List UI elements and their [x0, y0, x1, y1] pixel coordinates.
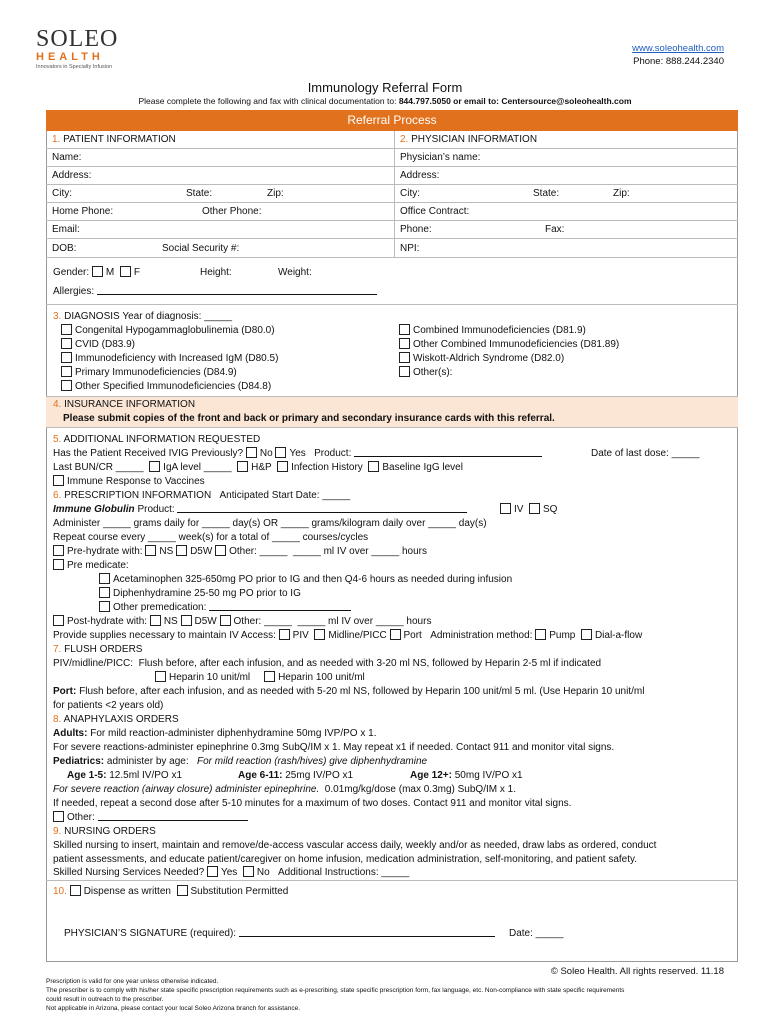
- checkbox[interactable]: [399, 352, 410, 363]
- substitution-label: Substitution Permitted: [190, 886, 289, 897]
- prescription-header: [53, 489, 350, 503]
- other-premed-checkbox[interactable]: [99, 601, 110, 612]
- checkbox[interactable]: [61, 380, 72, 391]
- diagnosis-header: [53, 310, 232, 324]
- dial-label: Dial-a-flow: [594, 630, 643, 641]
- flush-heading: FLUSH ORDERS: [64, 644, 143, 655]
- ivig-no-checkbox[interactable]: [246, 447, 257, 458]
- diagnosis-option[interactable]: [61, 380, 278, 394]
- heparin-row: [155, 671, 365, 685]
- d5w-label: D5W: [190, 546, 213, 557]
- adults-text: For mild reaction-administer diphenhydramine 50mg IVP/PO x 1.: [90, 728, 377, 739]
- diagnosis-heading: DIAGNOSIS: [64, 311, 120, 322]
- iv-label: IV: [514, 504, 524, 515]
- address-row: [46, 167, 738, 185]
- post-other-checkbox[interactable]: [220, 615, 231, 626]
- section-2-num: 2.: [400, 134, 409, 145]
- other-premed-row: [99, 601, 351, 615]
- heparin-10-label: Heparin 10 unit/ml: [169, 672, 251, 683]
- checkbox[interactable]: [399, 338, 410, 349]
- ns-label: NS: [159, 546, 174, 557]
- ig-label: Immune Globulin: [53, 504, 135, 515]
- diagnosis-label: Other(s):: [413, 367, 453, 378]
- baseline-checkbox[interactable]: [368, 461, 379, 472]
- anaphylaxis-other-input[interactable]: [98, 811, 248, 821]
- nursing-header: [53, 825, 156, 839]
- adults-label: Adults:: [53, 728, 88, 739]
- diphenhydramine-label: Diphenhydramine 25-50 mg PO prior to IG: [113, 588, 301, 599]
- substitution-checkbox[interactable]: [177, 885, 188, 896]
- diagnosis-option[interactable]: [61, 324, 278, 338]
- supplies-row: [53, 629, 642, 643]
- severe-reaction-text: For severe reactions-administer epinephrine 0.3mg SubQ/IM x 1. May repeat x1 if needed. Contact 911 and monitor vital signs.: [53, 742, 615, 753]
- diphenhydramine-row: [99, 587, 301, 601]
- form-title: Immunology Referral Form: [307, 80, 463, 95]
- bun-field[interactable]: Last BUN/CR _____: [53, 462, 144, 473]
- immune-checkbox[interactable]: [53, 475, 64, 486]
- hp-checkbox[interactable]: [237, 461, 248, 472]
- infection-checkbox[interactable]: [277, 461, 288, 472]
- patient-state-field[interactable]: State:: [186, 188, 213, 199]
- flush-piv-label: PIV/midline/PICC:: [53, 658, 134, 669]
- pediatrics-row: [53, 755, 427, 769]
- form-subtitle: [0, 96, 770, 106]
- divider: [46, 880, 738, 881]
- diagnosis-label: Wiskott-Aldrich Syndrome (D82.0): [413, 353, 565, 364]
- checkbox[interactable]: [399, 366, 410, 377]
- section-3-num: 3.: [53, 311, 62, 322]
- patient-zip-field[interactable]: Zip:: [267, 188, 284, 199]
- admin-method-label: Administration method:: [430, 630, 533, 641]
- gender-label: Gender:: [53, 267, 90, 278]
- footnote: Prescription is valid for one year unless otherwise indicated.: [46, 978, 219, 985]
- subtitle-prefix: Please complete the following and fax with clinical documentation to:: [138, 96, 397, 106]
- age-12-plus: [410, 769, 523, 783]
- sq-label: SQ: [543, 504, 558, 515]
- physician-name-field[interactable]: Physician’s name:: [400, 152, 481, 163]
- heparin-100-label: Heparin 100 unit/ml: [278, 672, 365, 683]
- midline-checkbox[interactable]: [314, 629, 325, 640]
- flush-piv-text: Flush before, after each infusion, and as needed with 3-20 ml NS, followed by Heparin 2-5 ml if indicated: [138, 658, 602, 669]
- checkbox[interactable]: [61, 338, 72, 349]
- iga-label: IgA level _____: [163, 462, 232, 473]
- infection-label: Infection History: [291, 462, 363, 473]
- age-6-11-dose: 25mg IV/PO x1: [285, 770, 354, 781]
- ivig-no-label: No: [259, 448, 273, 459]
- insurance-note: Please submit copies of the front and back or primary and secondary insurance cards with this referral.: [63, 413, 555, 424]
- footnote: could result in outreach to the prescriber.: [46, 996, 164, 1003]
- diagnosis-option[interactable]: [399, 324, 619, 338]
- iv-checkbox[interactable]: [500, 503, 511, 514]
- section-1-num: 1.: [52, 134, 61, 145]
- ivig-row: [53, 447, 542, 461]
- diagnosis-option[interactable]: [399, 352, 619, 366]
- baseline-label: Baseline IgG level: [382, 462, 463, 473]
- referral-process-banner: Referral Process: [46, 110, 738, 131]
- nursing-needed-label: Skilled Nursing Services Needed?: [53, 867, 205, 878]
- nursing-no-label: No: [256, 867, 270, 878]
- checkbox[interactable]: [399, 324, 410, 335]
- divider: [46, 304, 738, 305]
- ig-product-label: Product:: [137, 504, 175, 515]
- website-link[interactable]: www.soleohealth.com: [632, 43, 724, 54]
- dispense-row: [53, 885, 288, 899]
- ns-checkbox[interactable]: [145, 545, 156, 556]
- other-fluid-field[interactable]: Other: _____: [229, 546, 288, 557]
- copyright: © Soleo Health. All rights reserved. 11.18: [550, 966, 724, 977]
- anaphylaxis-other-checkbox[interactable]: [53, 811, 64, 822]
- severe-airway-text: For severe reaction (airway closure) administer epinephrine.: [53, 784, 320, 795]
- other-phone-field[interactable]: Other Phone:: [202, 206, 262, 217]
- allergies-input[interactable]: [97, 285, 377, 295]
- posthydrate-checkbox[interactable]: [53, 615, 64, 626]
- gender-row: [53, 266, 140, 280]
- allergies-label: Allergies:: [53, 286, 95, 297]
- weight-field[interactable]: Weight:: [278, 267, 312, 278]
- checkbox[interactable]: [61, 352, 72, 363]
- ig-product-row: [53, 503, 467, 517]
- other-checkbox[interactable]: [215, 545, 226, 556]
- repeat-dose-text: If needed, repeat a second dose after 5-10 minutes for a maximum of two doses. Contact 911 and monitor vital signs.: [53, 798, 572, 809]
- pediatrics-mild: For mild reaction (rash/hives) give diphenhydramine: [196, 756, 428, 767]
- diagnosis-label: CVID (D83.9): [75, 339, 136, 350]
- diagnosis-label: Immunodeficiency with Increased IgM (D80.5): [75, 353, 279, 364]
- last-dose-field[interactable]: Date of last dose: _____: [591, 448, 700, 459]
- footnote: The prescriber is to comply with his/her state specific prescription requirements such as e-prescribing, state specific prescription form, fax language, etc. Non-compliance with state specific requirements: [46, 987, 625, 994]
- phone-row: [46, 203, 738, 221]
- section-10-num: 10.: [53, 886, 67, 897]
- nursing-no-checkbox[interactable]: [243, 866, 254, 877]
- other-premed-input[interactable]: [209, 601, 351, 611]
- subtitle-contact: 844.797.5050 or email to: Centersource@soleohealth.com: [398, 96, 632, 106]
- anaphylaxis-heading: ANAPHYLAXIS ORDERS: [63, 714, 179, 725]
- additional-heading: ADDITIONAL INFORMATION REQUESTED: [63, 434, 261, 445]
- post-ns-label: NS: [163, 616, 178, 627]
- post-d5w-label: D5W: [194, 616, 217, 627]
- flush-port-row: [53, 685, 644, 699]
- d5w-checkbox[interactable]: [176, 545, 187, 556]
- diagnosis-option[interactable]: [399, 338, 619, 352]
- acetaminophen-row: [99, 573, 512, 587]
- dial-checkbox[interactable]: [581, 629, 592, 640]
- post-d5w-checkbox[interactable]: [181, 615, 192, 626]
- physician-info-heading: PHYSICIAN INFORMATION: [411, 134, 538, 145]
- name-row: [46, 149, 738, 167]
- allergies-row: [53, 285, 377, 299]
- prescription-heading: PRESCRIPTION INFORMATION: [64, 490, 212, 501]
- route-row: [500, 503, 557, 517]
- flush-port-text2: for patients <2 years old): [53, 700, 164, 711]
- email-field[interactable]: Email:: [52, 224, 80, 235]
- office-contract-field[interactable]: Office Contract:: [400, 206, 470, 217]
- repeat-line[interactable]: Repeat course every _____ week(s) for a total of _____ courses/cycles: [53, 532, 369, 543]
- premedicate-checkbox[interactable]: [53, 559, 64, 570]
- signature-date-field[interactable]: Date: _____: [509, 928, 564, 939]
- midline-label: Midline/PICC: [328, 630, 387, 641]
- premedicate-row: [53, 559, 129, 573]
- adults-row: [53, 727, 376, 741]
- insurance-heading: INSURANCE INFORMATION: [64, 399, 196, 410]
- patient-name-field[interactable]: Name:: [52, 152, 82, 163]
- ig-product-input[interactable]: [177, 503, 467, 513]
- diagnosis-option[interactable]: [61, 366, 278, 380]
- age-1-5: [67, 769, 182, 783]
- section-9-num: 9.: [53, 826, 62, 837]
- gender-m-checkbox[interactable]: [92, 266, 103, 277]
- age-12-plus-dose: 50mg IV/PO x1: [454, 770, 523, 781]
- contact-block: [632, 42, 724, 68]
- signature-input[interactable]: [239, 927, 495, 937]
- flush-header: [53, 643, 142, 657]
- anaphylaxis-other-label: Other:: [67, 812, 95, 823]
- gender-f-label: F: [133, 267, 140, 278]
- diagnosis-option[interactable]: [399, 366, 619, 380]
- physician-phone-field[interactable]: Phone:: [400, 224, 432, 235]
- pump-checkbox[interactable]: [535, 629, 546, 640]
- signature-label: PHYSICIAN’S SIGNATURE (required):: [64, 928, 237, 939]
- pediatrics-label: Pediatrics:: [53, 756, 105, 767]
- header-phone: Phone: 888.244.2340: [633, 56, 724, 67]
- diagnosis-option[interactable]: [61, 338, 278, 352]
- patient-info-heading: PATIENT INFORMATION: [63, 134, 176, 145]
- email-row: [46, 221, 738, 239]
- ivig-question: Has the Patient Received IVIG Previously?: [53, 448, 244, 459]
- pediatrics-text: administer by age:: [106, 756, 189, 767]
- diagnosis-label: Combined Immunodeficiencies (D81.9): [413, 325, 586, 336]
- dob-field[interactable]: DOB:: [52, 243, 77, 254]
- section-7-num: 7.: [53, 644, 62, 655]
- product-label: Product:: [314, 448, 352, 459]
- other-premed-label: Other premedication:: [113, 602, 207, 613]
- physician-fax-field[interactable]: Fax:: [545, 224, 565, 235]
- acetaminophen-label: Acetaminophen 325-650mg PO prior to IG and then Q4-6 hours as needed during infusion: [113, 574, 513, 585]
- gender-f-checkbox[interactable]: [120, 266, 131, 277]
- physician-city-field[interactable]: City:: [400, 188, 420, 199]
- iga-checkbox[interactable]: [149, 461, 160, 472]
- nursing-instructions-field[interactable]: Additional Instructions: _____: [278, 867, 410, 878]
- labs-row: [53, 461, 463, 475]
- logo-tagline: Innovators in Specialty Infusion: [36, 64, 113, 70]
- ivig-yes-checkbox[interactable]: [275, 447, 286, 458]
- age-1-5-dose: 12.5ml IV/PO x1: [109, 770, 183, 781]
- post-other-field[interactable]: Other: _____: [233, 616, 292, 627]
- port-checkbox[interactable]: [390, 629, 401, 640]
- age-12-plus-label: Age 12+:: [410, 770, 452, 781]
- prehydrate-label: Pre-hydrate with:: [67, 546, 143, 557]
- ssn-field[interactable]: Social Security #:: [162, 243, 240, 254]
- immune-label: Immune Response to Vaccines: [67, 476, 205, 487]
- immune-row: [53, 475, 205, 489]
- prehydrate-row: [53, 545, 427, 559]
- nursing-heading: NURSING ORDERS: [64, 826, 156, 837]
- diphenhydramine-checkbox[interactable]: [99, 587, 110, 598]
- dispense-written-checkbox[interactable]: [70, 885, 81, 896]
- physician-zip-field[interactable]: Zip:: [613, 188, 630, 199]
- diagnosis-year[interactable]: Year of diagnosis: _____: [122, 311, 233, 322]
- nursing-text-1: Skilled nursing to insert, maintain and remove/de-access vascular access daily, weekly and/or as needed, draw labs as ordered, conduct: [53, 840, 657, 851]
- heparin-10-checkbox[interactable]: [155, 671, 166, 682]
- home-phone-field[interactable]: Home Phone:: [52, 206, 114, 217]
- dispense-written-label: Dispense as written: [83, 886, 171, 897]
- ivig-yes-label: Yes: [289, 448, 306, 459]
- prehydrate-checkbox[interactable]: [53, 545, 64, 556]
- diagnosis-left-list: [61, 324, 278, 394]
- city-row: [46, 185, 738, 203]
- product-input[interactable]: [354, 447, 542, 457]
- anaphylaxis-header: [53, 713, 179, 727]
- flush-port-label: Port:: [53, 686, 77, 697]
- posthydrate-row: [53, 615, 431, 629]
- heparin-100-checkbox[interactable]: [264, 671, 275, 682]
- piv-label: PIV: [292, 630, 309, 641]
- diagnosis-label: Other Combined Immunodeficiencies (D81.89): [413, 339, 620, 350]
- physician-address-field[interactable]: Address:: [400, 170, 440, 181]
- nursing-text-2: patient assessments, and educate patient/caregiver on home infusion, medication administration, self-monitoring, and patient safety.: [53, 854, 638, 865]
- flush-piv-row: [53, 657, 601, 671]
- severe-airway-dose: 0.01mg/kg/dose (max 0.3mg) SubQ/IM x 1.: [324, 784, 516, 795]
- footnote: Not applicable in Arizona, please contact your local Soleo Arizona branch for assistance.: [46, 1005, 301, 1012]
- diagnosis-label: Other Specified Immunodeficiencies (D84.8): [75, 381, 272, 392]
- diagnosis-label: Congenital Hypogammaglobulinemia (D80.0): [75, 325, 275, 336]
- post-ml-over-field[interactable]: _____ ml IV over _____ hours: [297, 616, 432, 627]
- posthydrate-label: Post-hydrate with:: [67, 616, 148, 627]
- ml-over-field[interactable]: _____ ml IV over _____ hours: [293, 546, 427, 557]
- piv-checkbox[interactable]: [279, 629, 290, 640]
- logo-health: HEALTH: [36, 51, 104, 63]
- height-field[interactable]: Height:: [200, 267, 232, 278]
- port-label: Port: [403, 630, 422, 641]
- anaphylaxis-other-row: [53, 811, 248, 825]
- checkbox[interactable]: [61, 324, 72, 335]
- soleo-health-logo: [36, 26, 146, 76]
- age-6-11-label: Age 6-11:: [238, 770, 283, 781]
- patient-city-field[interactable]: City:: [52, 188, 72, 199]
- diagnosis-right-list: [399, 324, 619, 380]
- signature-row: [64, 927, 495, 941]
- logo-name: SOLEO: [36, 26, 119, 52]
- acetaminophen-checkbox[interactable]: [99, 573, 110, 584]
- gender-m-label: M: [105, 267, 115, 278]
- section-4-num: 4.: [53, 399, 62, 410]
- premedicate-label: Pre medicate:: [67, 560, 129, 571]
- hp-label: H&P: [251, 462, 272, 473]
- sq-checkbox[interactable]: [529, 503, 540, 514]
- patient-address-field[interactable]: Address:: [52, 170, 92, 181]
- severe-airway-row: [53, 783, 516, 797]
- dob-row: [46, 240, 738, 258]
- diagnosis-label: Primary Immunodeficiencies (D84.9): [75, 367, 237, 378]
- diagnosis-option[interactable]: [61, 352, 278, 366]
- supplies-label: Provide supplies necessary to maintain IV Access:: [53, 630, 276, 641]
- start-date-field[interactable]: Anticipated Start Date: _____: [219, 490, 351, 501]
- administer-line[interactable]: Administer _____ grams daily for _____ day(s) OR _____ grams/kilogram daily over _____ day(s): [53, 518, 487, 529]
- checkbox[interactable]: [61, 366, 72, 377]
- npi-field[interactable]: NPI:: [400, 243, 420, 254]
- age-6-11: [238, 769, 353, 783]
- section-5-num: 5.: [53, 434, 62, 445]
- physician-state-field[interactable]: State:: [533, 188, 560, 199]
- section-6-num: 6.: [53, 490, 62, 501]
- section-8-num: 8.: [53, 714, 62, 725]
- flush-port-text: Flush before, after each infusion, and as needed with 5-20 ml NS, followed by Heparin 100 unit/ml 5 ml. (Use Heparin 10 unit/ml: [79, 686, 645, 697]
- nursing-yes-checkbox[interactable]: [207, 866, 218, 877]
- age-1-5-label: Age 1-5:: [67, 770, 107, 781]
- nursing-needed-row: [53, 866, 409, 880]
- section-headers-row: [46, 131, 738, 149]
- additional-header: [53, 433, 260, 447]
- insurance-header: [53, 398, 195, 412]
- nursing-yes-label: Yes: [220, 867, 238, 878]
- post-ns-checkbox[interactable]: [150, 615, 161, 626]
- pump-label: Pump: [549, 630, 576, 641]
